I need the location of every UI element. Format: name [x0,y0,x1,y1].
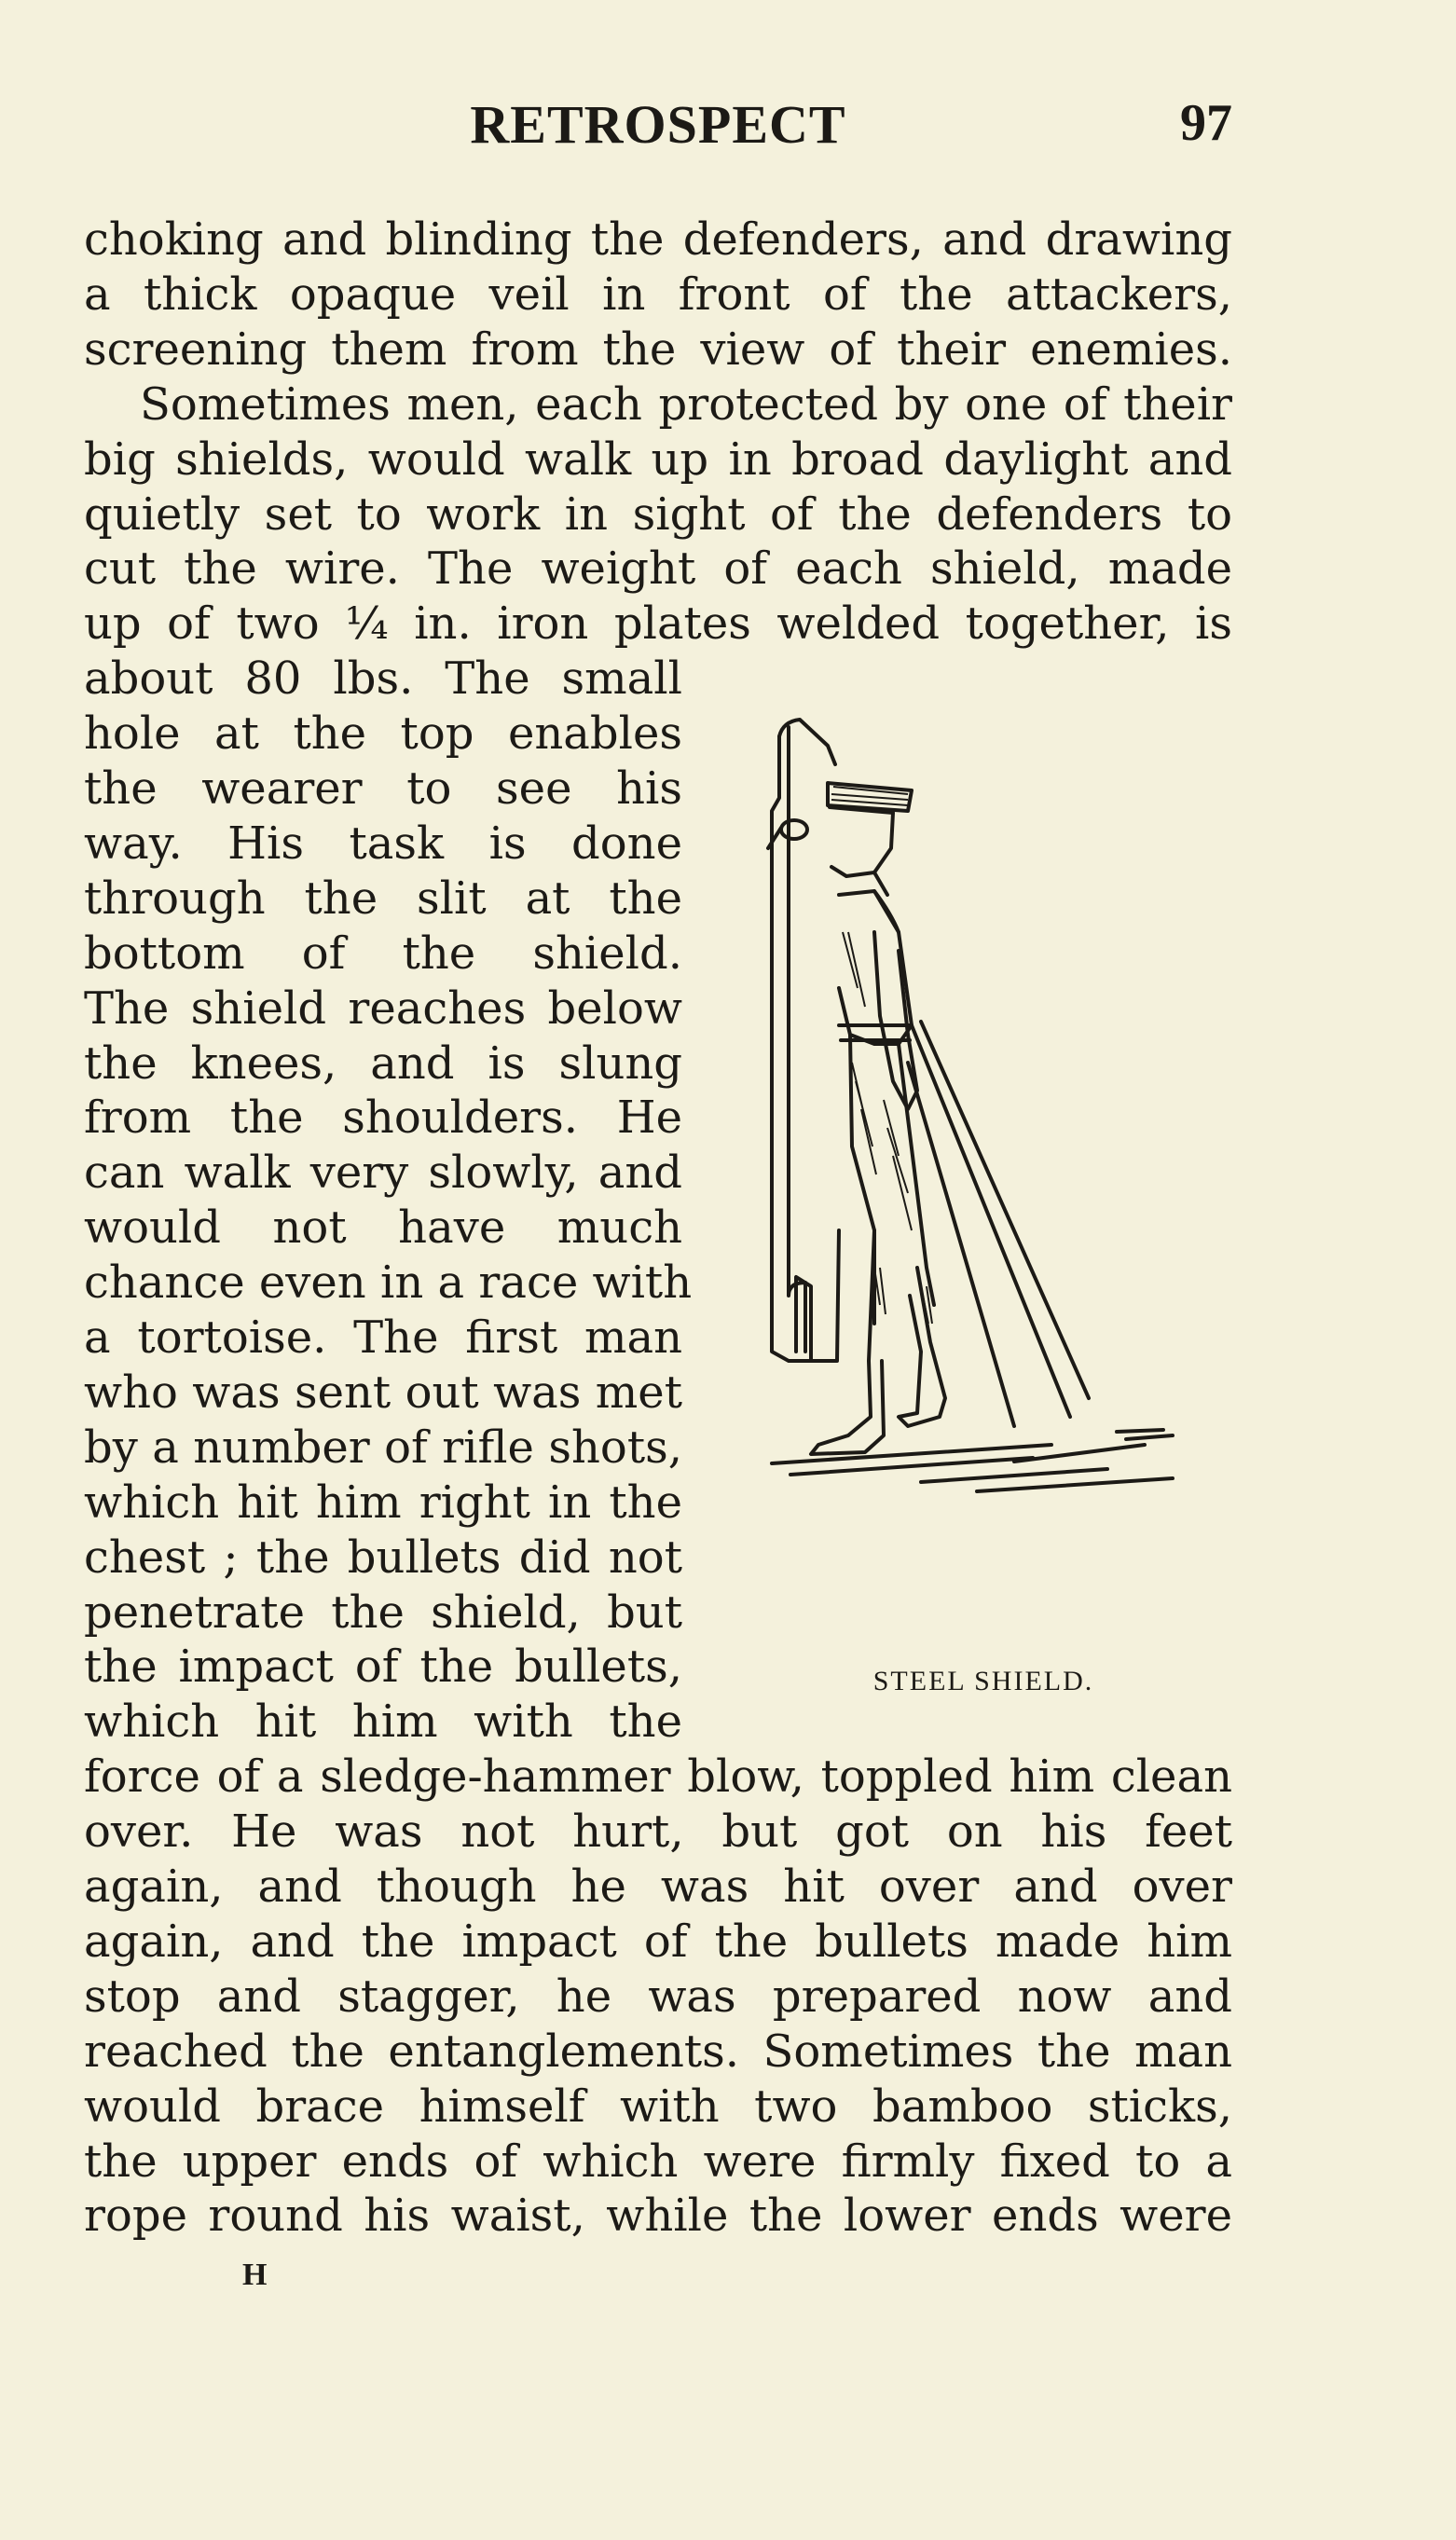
signature-mark: H [242,2258,268,2292]
text-line: way. His task is done [84,817,682,870]
text-line: the wearer to see his [84,762,682,815]
text-line: by a number of rifle shots, [84,1421,682,1474]
text-line: the upper ends of which were firmly fixed to a [84,2135,1232,2188]
text-line: which hit him with the [84,1696,682,1748]
text-line: The shield reaches below [84,982,682,1035]
text-line: reached the entanglements. Sometimes the man [84,2025,1232,2078]
text-line: hole at the top enables [84,707,682,760]
text-line: stop and stagger, he was prepared now and [84,1970,1232,2023]
text-line: a thick opaque veil in front of the attackers, [84,268,1232,321]
text-line: rope round his waist, while the lower ends were [84,2190,1232,2242]
text-line: up of two ¼ in. iron plates welded together, is [84,597,1232,650]
text-line: quietly set to work in sight of the defenders to [84,488,1232,541]
text-line: would not have much [84,1201,682,1254]
text-line: bottom of the shield. [84,927,682,980]
text-line: cut the wire. The weight of each shield, made [84,542,1232,595]
page-number: 97 [1180,94,1232,152]
text-line: force of a sledge-hammer blow, toppled him clean [84,1751,1232,1803]
text-line: which hit him right in the [84,1476,682,1529]
running-title: RETROSPECT [470,94,846,155]
text-line: about 80 lbs. The small [84,652,682,705]
soldier-with-shield-icon [735,708,1275,1622]
text-line: who was sent out was met [84,1366,682,1419]
text-line: big shields, would walk up in broad daylight and [84,433,1232,486]
steel-shield-illustration [735,708,1275,1622]
text-line: the knees, and is slung [84,1037,682,1090]
text-line: from the shoulders. He [84,1092,682,1144]
text-line: a tortoise. The first man [84,1311,682,1364]
text-line: Sometimes men, each protected by one of their [140,378,1232,431]
text-line: choking and blinding the defenders, and drawing [84,213,1232,266]
text-line: chest ; the bullets did not [84,1531,682,1584]
running-head [84,93,1232,158]
text-line: over. He was not hurt, but got on his feet [84,1805,1232,1858]
text-line: screening them from the view of their enemies. [84,323,1232,376]
text-line: can walk very slowly, and [84,1146,682,1199]
text-line: chance even in a race with [84,1256,693,1309]
figure-caption: STEEL SHIELD. [872,1666,1094,1696]
text-line: the impact of the bullets, [84,1641,682,1693]
text-line: would brace himself with two bamboo sticks, [84,2080,1232,2133]
text-line: penetrate the shield, but [84,1586,682,1639]
text-line: through the slit at the [84,872,682,925]
text-line: again, and though he was hit over and over [84,1860,1232,1913]
text-line: again, and the impact of the bullets made him [84,1915,1232,1968]
